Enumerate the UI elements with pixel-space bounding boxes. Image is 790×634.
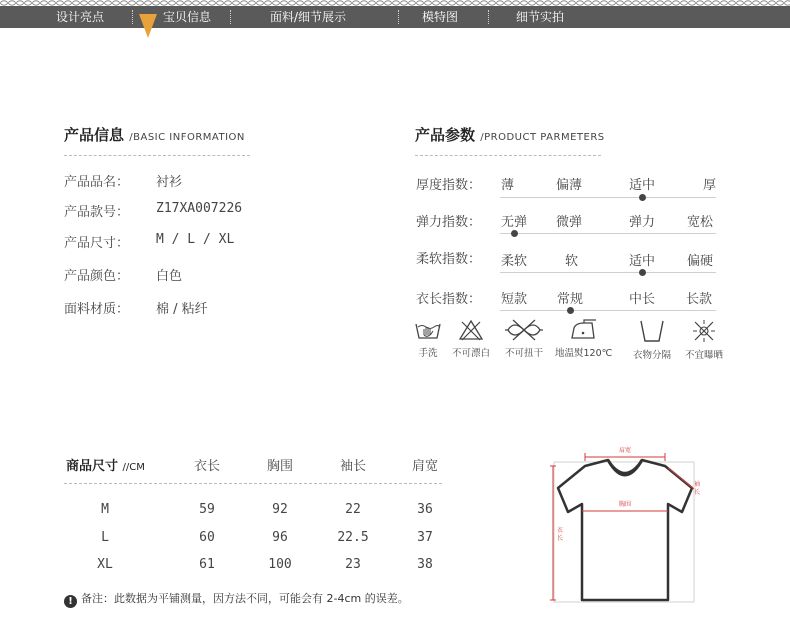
basic-info-title: 产品信息 /BASIC INFORMATION	[64, 126, 245, 144]
basic-info-title-text: 产品信息	[64, 126, 125, 144]
size-cell: 96	[272, 530, 288, 545]
info-value-code: Z17XA007226	[156, 201, 243, 216]
info-label-name: 产品品名：	[64, 175, 130, 190]
low-iron-icon	[566, 318, 600, 342]
param-option: 无弹	[501, 215, 528, 230]
param-option: 软	[565, 254, 579, 269]
nav-separator	[230, 10, 231, 24]
size-table-unit: /CM	[125, 462, 145, 473]
care-label: 不可漂白	[451, 348, 490, 359]
no-sun-icon	[691, 318, 717, 344]
nav-separator	[132, 10, 133, 24]
param-option: 长款	[686, 292, 713, 307]
param-option: 中长	[629, 292, 656, 307]
nav-item-model[interactable]: 模特图	[422, 10, 459, 24]
param-selected-dot	[511, 230, 518, 237]
measurement-note	[64, 590, 409, 608]
size-table-rule	[64, 483, 442, 484]
nav-item-fabric[interactable]: 面料/细节展示	[270, 10, 347, 24]
size-cell-size: L	[101, 530, 109, 545]
section-nav-bar	[0, 6, 790, 28]
param-scale-line	[500, 233, 716, 234]
size-cell: 61	[199, 557, 215, 572]
info-label-color: 产品颜色：	[64, 269, 130, 284]
basic-info-rule	[64, 155, 250, 156]
param-option: 厚	[703, 178, 717, 193]
param-label: 弹力指数：	[416, 215, 482, 230]
info-value-material: 棉 / 粘纤	[156, 302, 208, 317]
nav-item-detail[interactable]: 细节实拍	[516, 10, 565, 24]
hand-wash-icon	[413, 318, 443, 342]
params-title: 产品参数 /PRODUCT PARMETERS	[415, 126, 605, 144]
param-label: 衣长指数：	[416, 292, 482, 307]
size-cell-size: XL	[97, 557, 113, 572]
params-subtitle: PRODUCT PARMETERS	[484, 132, 605, 143]
info-label-code: 产品款号：	[64, 205, 130, 220]
param-option: 偏薄	[556, 178, 583, 193]
care-separate-wash	[624, 318, 680, 361]
warning-icon: !	[64, 595, 77, 608]
care-low-iron	[555, 318, 611, 359]
param-option: 适中	[629, 178, 656, 193]
care-label: 不可扭干	[504, 348, 543, 359]
separate-wash-icon	[637, 318, 667, 344]
tshirt-measure-diagram	[540, 440, 710, 610]
length-label: 衣长	[557, 527, 564, 542]
param-option: 短款	[501, 292, 528, 307]
care-no-wring	[496, 318, 552, 359]
size-cell: 22.5	[337, 530, 369, 545]
param-option: 弹力	[629, 215, 656, 230]
size-cell: 59	[199, 502, 215, 517]
params-title-text: 产品参数	[415, 126, 476, 144]
sleeve-label: 袖长	[694, 481, 701, 496]
col-header-shoulder: 肩宽	[411, 459, 438, 474]
param-selected-dot	[639, 269, 646, 276]
param-scale-line	[500, 197, 716, 198]
note-text: 备注：此数据为平铺测量，因方法不同，可能会有 2-4cm 的误差。	[81, 592, 409, 605]
param-label: 厚度指数：	[416, 178, 482, 193]
info-value-color: 白色	[156, 269, 183, 284]
param-scale-line	[500, 310, 716, 311]
size-cell: 37	[417, 530, 433, 545]
size-table-title: 商品尺寸 //CM	[66, 459, 145, 474]
shoulder-label: 肩宽	[618, 447, 632, 454]
care-label: 手洗	[418, 348, 438, 359]
size-cell: 92	[272, 502, 288, 517]
param-selected-dot	[567, 307, 574, 314]
size-cell: 23	[345, 557, 361, 572]
care-label: 衣物分隔	[632, 350, 671, 361]
nav-item-info[interactable]: 宝贝信息	[163, 10, 212, 24]
size-cell: 36	[417, 502, 433, 517]
care-no-bleach	[443, 318, 499, 359]
no-wring-icon	[504, 318, 544, 342]
param-option: 常规	[557, 292, 584, 307]
param-scale-line	[500, 272, 716, 273]
size-cell: 100	[268, 557, 292, 572]
param-selected-dot	[639, 194, 646, 201]
param-option: 适中	[629, 254, 656, 269]
col-header-chest: 胸围	[266, 459, 293, 474]
param-option: 微弹	[556, 215, 583, 230]
info-value-size: M / L / XL	[156, 232, 235, 247]
param-option: 薄	[501, 178, 515, 193]
nav-separator	[398, 10, 399, 24]
size-cell: 22	[345, 502, 361, 517]
shoulder-measure-line	[585, 453, 665, 461]
info-value-name: 衬衫	[156, 175, 183, 190]
col-header-sleeve: 袖长	[339, 459, 366, 474]
nav-item-design[interactable]: 设计亮点	[56, 10, 105, 24]
nav-active-marker	[139, 14, 157, 38]
nav-separator	[488, 10, 489, 24]
param-option: 柔软	[501, 254, 528, 269]
size-cell-size: M	[101, 502, 109, 517]
size-cell: 60	[199, 530, 215, 545]
size-cell: 38	[417, 557, 433, 572]
basic-info-subtitle: BASIC INFORMATION	[133, 132, 245, 143]
params-rule	[415, 155, 601, 156]
tshirt-outline	[558, 460, 692, 600]
param-label: 柔软指数：	[416, 252, 482, 267]
sleeve-measure-line	[668, 468, 694, 489]
no-bleach-icon	[456, 318, 486, 342]
info-label-size: 产品尺寸：	[64, 236, 130, 251]
param-option: 宽松	[687, 215, 714, 230]
info-label-material: 面料材质：	[64, 302, 130, 317]
size-table-title-text: 商品尺寸	[66, 459, 119, 474]
param-option: 偏硬	[687, 254, 714, 269]
diagram-frame	[554, 462, 694, 602]
care-label: 地温熨120℃	[555, 348, 613, 359]
length-measure-line	[550, 466, 556, 600]
col-header-length: 衣长	[193, 459, 220, 474]
care-label: 不宜曝晒	[684, 350, 723, 361]
care-no-sun	[676, 318, 732, 361]
chest-label: 胸围	[618, 501, 632, 508]
